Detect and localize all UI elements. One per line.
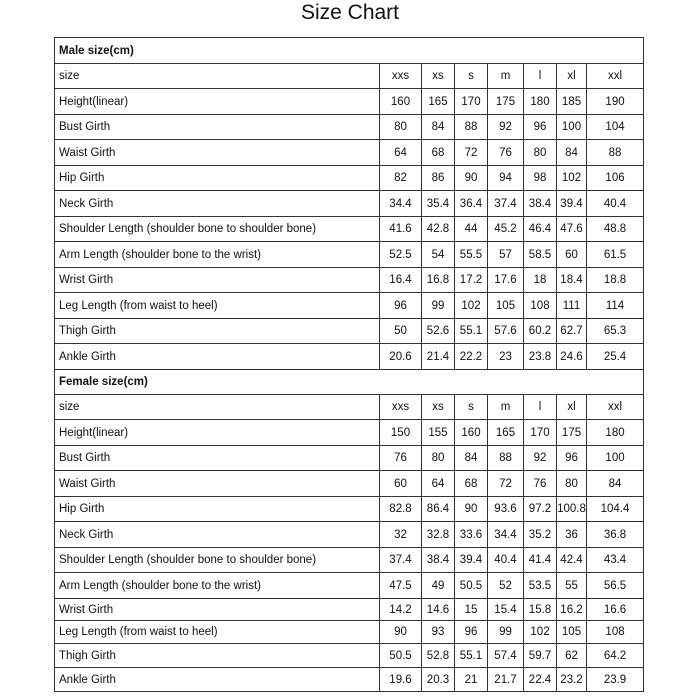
measurement-value: 111 xyxy=(557,293,587,319)
measurement-value: 43.4 xyxy=(587,548,644,573)
measurement-value: 96 xyxy=(455,621,488,644)
measurement-value: 15.4 xyxy=(488,599,524,621)
measurement-value: 64 xyxy=(380,140,422,166)
measurement-value: 61.5 xyxy=(587,242,644,268)
measurement-value: 20.6 xyxy=(380,344,422,370)
measurement-value: 38.4 xyxy=(524,191,557,217)
size-header-cell: l xyxy=(524,395,557,420)
measurement-value: 100 xyxy=(557,115,587,140)
measurement-value: 42.8 xyxy=(422,217,455,242)
measurement-value: 14.2 xyxy=(380,599,422,621)
measurement-value: 88 xyxy=(488,446,524,471)
measurement-value: 76 xyxy=(488,140,524,166)
measurement-row xyxy=(55,242,644,268)
measurement-value: 32 xyxy=(380,522,422,548)
measurement-value: 47.6 xyxy=(557,217,587,242)
measurement-value: 37.4 xyxy=(380,548,422,573)
measurement-row xyxy=(55,668,644,692)
measurement-row xyxy=(55,497,644,522)
measurement-value: 19.6 xyxy=(380,668,422,692)
measurement-label: Shoulder Length (shoulder bone to shoulder bone) xyxy=(55,217,380,242)
size-header-cell: xs xyxy=(422,395,455,420)
measurement-value: 23.9 xyxy=(587,668,644,692)
measurement-value: 92 xyxy=(524,446,557,471)
section-heading-row xyxy=(55,38,644,64)
measurement-value: 88 xyxy=(455,115,488,140)
size-header-cell: xxl xyxy=(587,64,644,89)
measurement-value: 68 xyxy=(422,140,455,166)
measurement-value: 15 xyxy=(455,599,488,621)
measurement-value: 86.4 xyxy=(422,497,455,522)
measurement-value: 14.6 xyxy=(422,599,455,621)
measurement-value: 64.2 xyxy=(587,644,644,668)
measurement-value: 46.4 xyxy=(524,217,557,242)
measurement-label: Leg Length (from waist to heel) xyxy=(55,293,380,319)
size-header-cell: xxs xyxy=(380,64,422,89)
size-header-cell: l xyxy=(524,64,557,89)
measurement-label: Thigh Girth xyxy=(55,319,380,344)
measurement-value: 84 xyxy=(587,471,644,497)
measurement-value: 21 xyxy=(455,668,488,692)
measurement-value: 185 xyxy=(557,89,587,115)
size-header-row xyxy=(55,64,644,89)
measurement-value: 100 xyxy=(587,446,644,471)
measurement-value: 96 xyxy=(380,293,422,319)
size-header-cell: xl xyxy=(557,395,587,420)
measurement-value: 18.4 xyxy=(557,268,587,293)
measurement-value: 36.4 xyxy=(455,191,488,217)
measurement-value: 23.8 xyxy=(524,344,557,370)
measurement-row xyxy=(55,293,644,319)
measurement-value: 55.5 xyxy=(455,242,488,268)
measurement-value: 160 xyxy=(380,89,422,115)
measurement-value: 50.5 xyxy=(380,644,422,668)
measurement-value: 96 xyxy=(524,115,557,140)
measurement-value: 99 xyxy=(422,293,455,319)
measurement-value: 190 xyxy=(587,89,644,115)
measurement-value: 80 xyxy=(422,446,455,471)
measurement-value: 82.8 xyxy=(380,497,422,522)
measurement-value: 35.4 xyxy=(422,191,455,217)
measurement-value: 93.6 xyxy=(488,497,524,522)
measurement-value: 106 xyxy=(587,166,644,191)
measurement-label: Hip Girth xyxy=(55,497,380,522)
measurement-value: 17.6 xyxy=(488,268,524,293)
measurement-value: 16.4 xyxy=(380,268,422,293)
measurement-value: 21.7 xyxy=(488,668,524,692)
measurement-value: 108 xyxy=(587,621,644,644)
measurement-value: 55 xyxy=(557,573,587,599)
size-header-cell: xxl xyxy=(587,395,644,420)
measurement-label: Shoulder Length (shoulder bone to shoulder bone) xyxy=(55,548,380,573)
measurement-value: 108 xyxy=(524,293,557,319)
measurement-value: 22.4 xyxy=(524,668,557,692)
measurement-value: 35.2 xyxy=(524,522,557,548)
measurement-row xyxy=(55,140,644,166)
measurement-value: 114 xyxy=(587,293,644,319)
measurement-value: 60 xyxy=(557,242,587,268)
measurement-value: 180 xyxy=(587,420,644,446)
measurement-label: Ankle Girth xyxy=(55,668,380,692)
measurement-value: 34.4 xyxy=(488,522,524,548)
measurement-row xyxy=(55,522,644,548)
measurement-value: 100.8 xyxy=(557,497,587,522)
measurement-value: 60.2 xyxy=(524,319,557,344)
measurement-value: 84 xyxy=(422,115,455,140)
measurement-row xyxy=(55,268,644,293)
measurement-label: Height(linear) xyxy=(55,89,380,115)
measurement-value: 23 xyxy=(488,344,524,370)
measurement-value: 165 xyxy=(488,420,524,446)
measurement-label: Leg Length (from waist to heel) xyxy=(55,621,380,644)
measurement-value: 90 xyxy=(380,621,422,644)
measurement-value: 15.8 xyxy=(524,599,557,621)
measurement-value: 86 xyxy=(422,166,455,191)
measurement-label: Waist Girth xyxy=(55,140,380,166)
measurement-value: 39.4 xyxy=(455,548,488,573)
measurement-value: 16.6 xyxy=(587,599,644,621)
measurement-value: 18.8 xyxy=(587,268,644,293)
measurement-row xyxy=(55,89,644,115)
measurement-value: 41.4 xyxy=(524,548,557,573)
measurement-value: 55.1 xyxy=(455,644,488,668)
measurement-value: 16.8 xyxy=(422,268,455,293)
measurement-row xyxy=(55,621,644,644)
measurement-row xyxy=(55,446,644,471)
measurement-value: 41.6 xyxy=(380,217,422,242)
measurement-value: 23.2 xyxy=(557,668,587,692)
measurement-value: 92 xyxy=(488,115,524,140)
measurement-value: 57 xyxy=(488,242,524,268)
measurement-label: Thigh Girth xyxy=(55,644,380,668)
measurement-value: 90 xyxy=(455,166,488,191)
measurement-value: 39.4 xyxy=(557,191,587,217)
measurement-label: Bust Girth xyxy=(55,115,380,140)
measurement-value: 59.7 xyxy=(524,644,557,668)
measurement-value: 72 xyxy=(488,471,524,497)
measurement-value: 88 xyxy=(587,140,644,166)
measurement-value: 105 xyxy=(557,621,587,644)
measurement-value: 53.5 xyxy=(524,573,557,599)
measurement-value: 102 xyxy=(557,166,587,191)
measurement-value: 102 xyxy=(524,621,557,644)
measurement-value: 68 xyxy=(455,471,488,497)
measurement-value: 160 xyxy=(455,420,488,446)
size-header-cell: s xyxy=(455,395,488,420)
measurement-value: 62.7 xyxy=(557,319,587,344)
page-title: Size Chart xyxy=(300,1,400,24)
measurement-value: 55.1 xyxy=(455,319,488,344)
measurement-value: 93 xyxy=(422,621,455,644)
measurement-value: 97.2 xyxy=(524,497,557,522)
measurement-value: 84 xyxy=(455,446,488,471)
measurement-value: 62 xyxy=(557,644,587,668)
measurement-row xyxy=(55,115,644,140)
measurement-value: 165 xyxy=(422,89,455,115)
measurement-value: 24.6 xyxy=(557,344,587,370)
size-header-row xyxy=(55,395,644,420)
measurement-value: 170 xyxy=(455,89,488,115)
measurement-value: 33.6 xyxy=(455,522,488,548)
measurement-value: 48.8 xyxy=(587,217,644,242)
measurement-value: 155 xyxy=(422,420,455,446)
measurement-value: 52.5 xyxy=(380,242,422,268)
measurement-row xyxy=(55,344,644,370)
measurement-value: 16.2 xyxy=(557,599,587,621)
measurement-label: Waist Girth xyxy=(55,471,380,497)
measurement-value: 50 xyxy=(380,319,422,344)
measurement-value: 50.5 xyxy=(455,573,488,599)
measurement-label: Hip Girth xyxy=(55,166,380,191)
measurement-label: Ankle Girth xyxy=(55,344,380,370)
measurement-row xyxy=(55,319,644,344)
measurement-value: 104.4 xyxy=(587,497,644,522)
section-heading: Male size(cm) xyxy=(55,38,644,64)
measurement-value: 170 xyxy=(524,420,557,446)
measurement-value: 54 xyxy=(422,242,455,268)
measurement-value: 80 xyxy=(557,471,587,497)
measurement-value: 60 xyxy=(380,471,422,497)
measurement-value: 49 xyxy=(422,573,455,599)
measurement-value: 65.3 xyxy=(587,319,644,344)
measurement-value: 90 xyxy=(455,497,488,522)
measurement-label: Wrist Girth xyxy=(55,599,380,621)
measurement-label: Height(linear) xyxy=(55,420,380,446)
measurement-row xyxy=(55,599,644,621)
measurement-value: 17.2 xyxy=(455,268,488,293)
measurement-value: 58.5 xyxy=(524,242,557,268)
size-header-label: size xyxy=(55,64,380,89)
measurement-value: 42.4 xyxy=(557,548,587,573)
size-header-cell: m xyxy=(488,64,524,89)
measurement-value: 80 xyxy=(380,115,422,140)
measurement-value: 64 xyxy=(422,471,455,497)
measurement-row xyxy=(55,548,644,573)
measurement-value: 34.4 xyxy=(380,191,422,217)
measurement-label: Arm Length (shoulder bone to the wrist) xyxy=(55,242,380,268)
measurement-value: 52.6 xyxy=(422,319,455,344)
measurement-value: 82 xyxy=(380,166,422,191)
measurement-value: 57.4 xyxy=(488,644,524,668)
measurement-row xyxy=(55,217,644,242)
size-header-cell: xxs xyxy=(380,395,422,420)
section-heading-row xyxy=(55,370,644,395)
size-header-cell: m xyxy=(488,395,524,420)
size-header-cell: xs xyxy=(422,64,455,89)
measurement-value: 150 xyxy=(380,420,422,446)
measurement-value: 76 xyxy=(380,446,422,471)
measurement-value: 52 xyxy=(488,573,524,599)
measurement-value: 76 xyxy=(524,471,557,497)
measurement-value: 80 xyxy=(524,140,557,166)
measurement-value: 45.2 xyxy=(488,217,524,242)
measurement-row xyxy=(55,573,644,599)
measurement-label: Neck Girth xyxy=(55,191,380,217)
measurement-row xyxy=(55,644,644,668)
section-heading: Female size(cm) xyxy=(55,370,644,395)
measurement-value: 57.6 xyxy=(488,319,524,344)
measurement-value: 99 xyxy=(488,621,524,644)
measurement-value: 21.4 xyxy=(422,344,455,370)
measurement-value: 105 xyxy=(488,293,524,319)
measurement-value: 22.2 xyxy=(455,344,488,370)
measurement-value: 32.8 xyxy=(422,522,455,548)
measurement-value: 94 xyxy=(488,166,524,191)
measurement-value: 175 xyxy=(488,89,524,115)
measurement-row xyxy=(55,166,644,191)
size-chart-table xyxy=(54,37,644,692)
measurement-value: 40.4 xyxy=(488,548,524,573)
measurement-value: 36 xyxy=(557,522,587,548)
measurement-value: 25.4 xyxy=(587,344,644,370)
measurement-value: 104 xyxy=(587,115,644,140)
measurement-value: 180 xyxy=(524,89,557,115)
measurement-row xyxy=(55,420,644,446)
measurement-value: 18 xyxy=(524,268,557,293)
measurement-label: Wrist Girth xyxy=(55,268,380,293)
measurement-value: 38.4 xyxy=(422,548,455,573)
measurement-value: 47.5 xyxy=(380,573,422,599)
measurement-label: Bust Girth xyxy=(55,446,380,471)
measurement-value: 44 xyxy=(455,217,488,242)
size-header-label: size xyxy=(55,395,380,420)
measurement-value: 98 xyxy=(524,166,557,191)
measurement-value: 84 xyxy=(557,140,587,166)
measurement-value: 37.4 xyxy=(488,191,524,217)
measurement-value: 175 xyxy=(557,420,587,446)
measurement-value: 96 xyxy=(557,446,587,471)
measurement-value: 20.3 xyxy=(422,668,455,692)
size-header-cell: s xyxy=(455,64,488,89)
measurement-value: 102 xyxy=(455,293,488,319)
size-header-cell: xl xyxy=(557,64,587,89)
measurement-label: Arm Length (shoulder bone to the wrist) xyxy=(55,573,380,599)
measurement-row xyxy=(55,471,644,497)
measurement-value: 72 xyxy=(455,140,488,166)
measurement-value: 56.5 xyxy=(587,573,644,599)
measurement-label: Neck Girth xyxy=(55,522,380,548)
measurement-value: 40.4 xyxy=(587,191,644,217)
measurement-row xyxy=(55,191,644,217)
measurement-value: 52.8 xyxy=(422,644,455,668)
measurement-value: 36.8 xyxy=(587,522,644,548)
